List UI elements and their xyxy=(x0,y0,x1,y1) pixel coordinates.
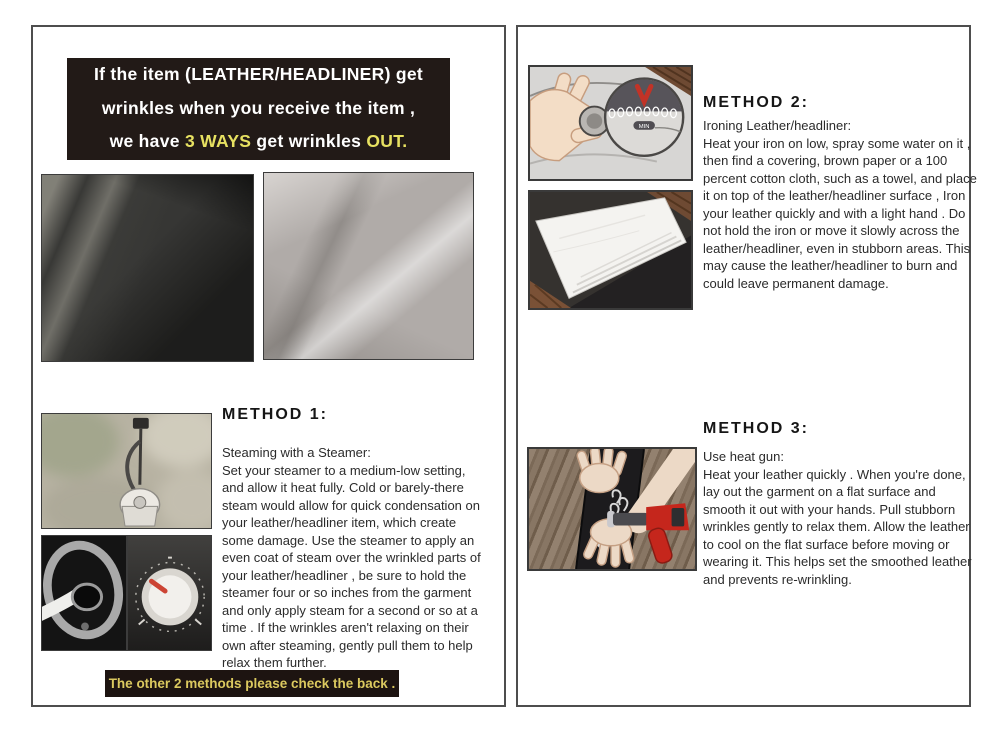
method1-body: Set your steamer to a medium-low setting, and allow it heat fully. Cold or barely-there steam would allow for quick condensation on your leather/headliner item, which create some damage. Use the steamer to apply an even coat of steam over the wrinkled parts of your leather/headliner , be sure to hold the steamer four or so inches from the garment and only apply steam for a second or so at a time . If the wrinkles aren't relaxing on their own after steaming, gently pull them to help relax them further. xyxy=(222,462,481,670)
banner-line-2: wrinkles when you receive the item , xyxy=(101,97,416,118)
method1-heading: METHOD 1: xyxy=(222,406,328,423)
three-ways-highlight: 3 WAYS xyxy=(184,131,252,151)
method2-section xyxy=(703,94,977,292)
footer-banner: The other 2 methods please check the back . xyxy=(105,670,399,697)
left-page xyxy=(31,25,506,707)
banner-line-3: we have 3 WAYS get wrinkles OUT. xyxy=(109,131,408,151)
headline-banner xyxy=(67,58,450,160)
method1-subtitle: Steaming with a Steamer: xyxy=(222,445,371,460)
cotton-towel-illustration xyxy=(528,190,693,310)
method3-section xyxy=(703,420,977,588)
steamer-dial-photo xyxy=(127,535,212,651)
method3-subtitle: Use heat gun: xyxy=(703,449,784,464)
method3-heading: METHOD 3: xyxy=(703,420,809,437)
out-highlight: OUT. xyxy=(366,131,408,151)
method2-subtitle: Ironing Leather/headliner: xyxy=(703,118,852,133)
method2-heading: METHOD 2: xyxy=(703,94,809,111)
wrinkled-leather-photo xyxy=(41,174,254,362)
method1-section xyxy=(222,406,490,672)
garment-steamer-photo xyxy=(41,413,212,529)
iron-dial-illustration xyxy=(528,65,693,181)
iron-dial-min-label: MIN xyxy=(638,123,650,130)
heat-gun-illustration xyxy=(527,447,697,571)
steamer-nozzle-photo xyxy=(41,535,127,651)
banner-line-1: If the item (LEATHER/HEADLINER) get xyxy=(93,64,424,84)
right-page xyxy=(516,25,977,707)
method2-body: Heat your iron on low, spray some water on it , then find a covering, brown paper or a 100 percent cotton cloth, such as a towel, and place it on top of the leather/headliner surface , Iron your leather quickly and with a light hand . Do not hold the iron or move it slowly across the leather/headliner, even in stubborn areas. This may cause the leather/headliner to burn and could leave permanent damage. xyxy=(703,135,977,291)
wrinkled-headliner-photo xyxy=(263,172,474,360)
method3-body: Heat your leather quickly . When you're done, lay out the garment on a flat surface and smooth it out with your hands. Pull stubborn wrinkles gently to relax them. Allow the leather to cool on the flat surface before moving or wearing it. This helps set the smoothed leather and prevents re-wrinkling. xyxy=(703,466,972,587)
